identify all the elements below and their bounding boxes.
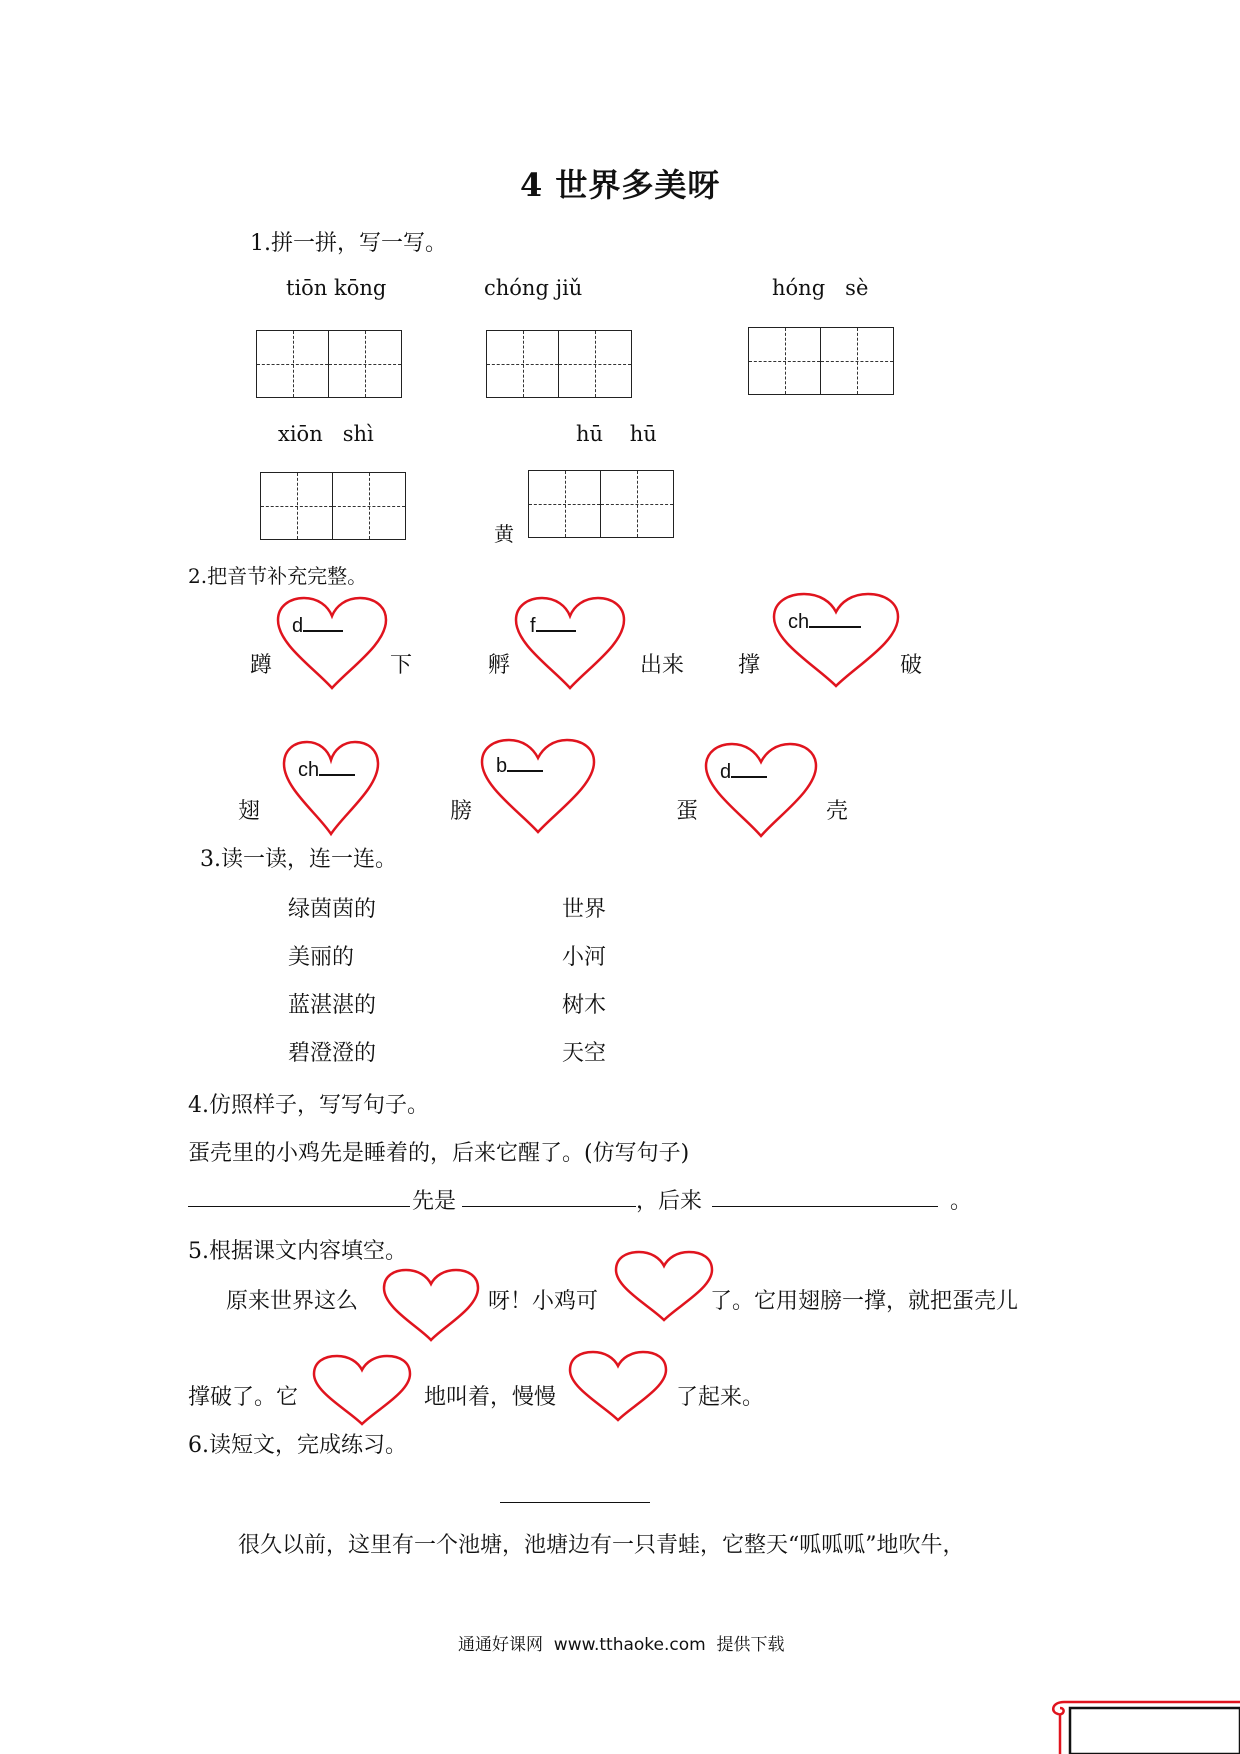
q5-heart-3[interactable] [310,1354,414,1428]
q4-label: 4.仿照样子，写写句子。 [188,1093,429,1118]
q2-left-5: 膀 [450,799,473,824]
q3-left-1[interactable]: 绿茵茵的 [288,897,377,922]
q2-initial-4: ch [298,758,355,782]
q2-left-6: 蛋 [676,799,699,824]
q1-label: 1.拼一拼，写一写。 [250,231,447,256]
q4-example: 蛋壳里的小鸡先是睡着的，后来它醒了。(仿写句子) [188,1141,690,1166]
q4-seg2: ，后来 [636,1189,703,1214]
writing-grid-5[interactable] [528,470,674,538]
pinyin-5: hū hū [576,422,657,446]
q5-heart-2[interactable] [612,1250,716,1324]
page-title: 4 世界多美呀 [520,166,721,204]
q2-left-2: 孵 [488,653,511,678]
q2-initial-6: d [720,760,767,784]
q3-left-2[interactable]: 美丽的 [288,945,355,970]
writing-grid-3[interactable] [748,327,894,395]
q2-initial-2: f [530,614,576,638]
q2-initial-3: ch [788,610,861,634]
q2-initial-1: d [292,614,343,638]
q3-right-4[interactable]: 天空 [562,1041,607,1066]
q2-right-2: 出来 [640,653,685,678]
q5-heart-1[interactable] [380,1268,482,1344]
writing-grid-4[interactable] [260,472,406,540]
pinyin-4: xiōn shì [278,422,374,446]
q2-initial-5: b [496,754,543,778]
pinyin-2: chóng jiǔ [484,276,583,300]
heart-blank-4[interactable] [280,740,382,838]
q5-text-6: 了起来。 [676,1385,765,1410]
writing-grid-1[interactable] [256,330,402,398]
q6-label: 6.读短文，完成练习。 [188,1433,407,1458]
footer-credit: 通通好课网 www.tthaoke.com 提供下载 [458,1635,785,1655]
q2-right-1: 下 [390,653,413,678]
q5-text-5: 地叫着，慢慢 [424,1385,557,1410]
heart-blank-6[interactable] [702,742,820,840]
q4-blank-3[interactable] [712,1206,938,1207]
q5-heart-4[interactable] [566,1350,670,1424]
writing-grid-2[interactable] [486,330,632,398]
q5-label: 5.根据课文内容填空。 [188,1239,407,1264]
q3-right-1[interactable]: 世界 [562,897,607,922]
q4-end: 。 [950,1189,973,1214]
q6-title-blank[interactable] [500,1502,650,1503]
q2-label: 2.把音节补充完整。 [188,564,368,588]
q3-right-2[interactable]: 小河 [562,945,607,970]
q3-label: 3.读一读，连一连。 [200,847,397,872]
q3-left-3[interactable]: 蓝湛湛的 [288,993,377,1018]
heart-blank-3[interactable] [770,592,902,690]
heart-blank-2[interactable] [512,596,628,692]
q5-text-3: 了。它用翅膀一撑，就把蛋壳儿 [710,1289,1019,1314]
q3-left-4[interactable]: 碧澄澄的 [288,1041,377,1066]
q4-seg1: 先是 [412,1189,457,1214]
q4-blank-1[interactable] [188,1206,410,1207]
scroll-decoration [1046,1696,1240,1754]
q5-text-1: 原来世界这么 [226,1289,359,1314]
q2-right-3: 破 [900,653,923,678]
q5-text-2: 呀！小鸡可 [488,1289,599,1314]
q3-right-3[interactable]: 树木 [562,993,607,1018]
q4-blank-2[interactable] [462,1206,636,1207]
heart-blank-5[interactable] [478,738,598,836]
q5-text-4: 撑破了。它 [188,1385,299,1410]
q2-left-3: 撑 [738,653,761,678]
pinyin-1: tiōn kōng [286,276,387,300]
q2-left-4: 翅 [238,799,261,824]
heart-blank-1[interactable] [274,596,390,692]
q2-right-6: 壳 [826,799,849,824]
pinyin-3: hóng sè [772,276,869,300]
prefix-huang: 黄 [494,522,514,546]
q6-paragraph: 很久以前，这里有一个池塘，池塘边有一只青蛙，它整天“呱呱呱”地吹牛， [238,1533,965,1558]
q2-left-1: 蹲 [250,653,273,678]
